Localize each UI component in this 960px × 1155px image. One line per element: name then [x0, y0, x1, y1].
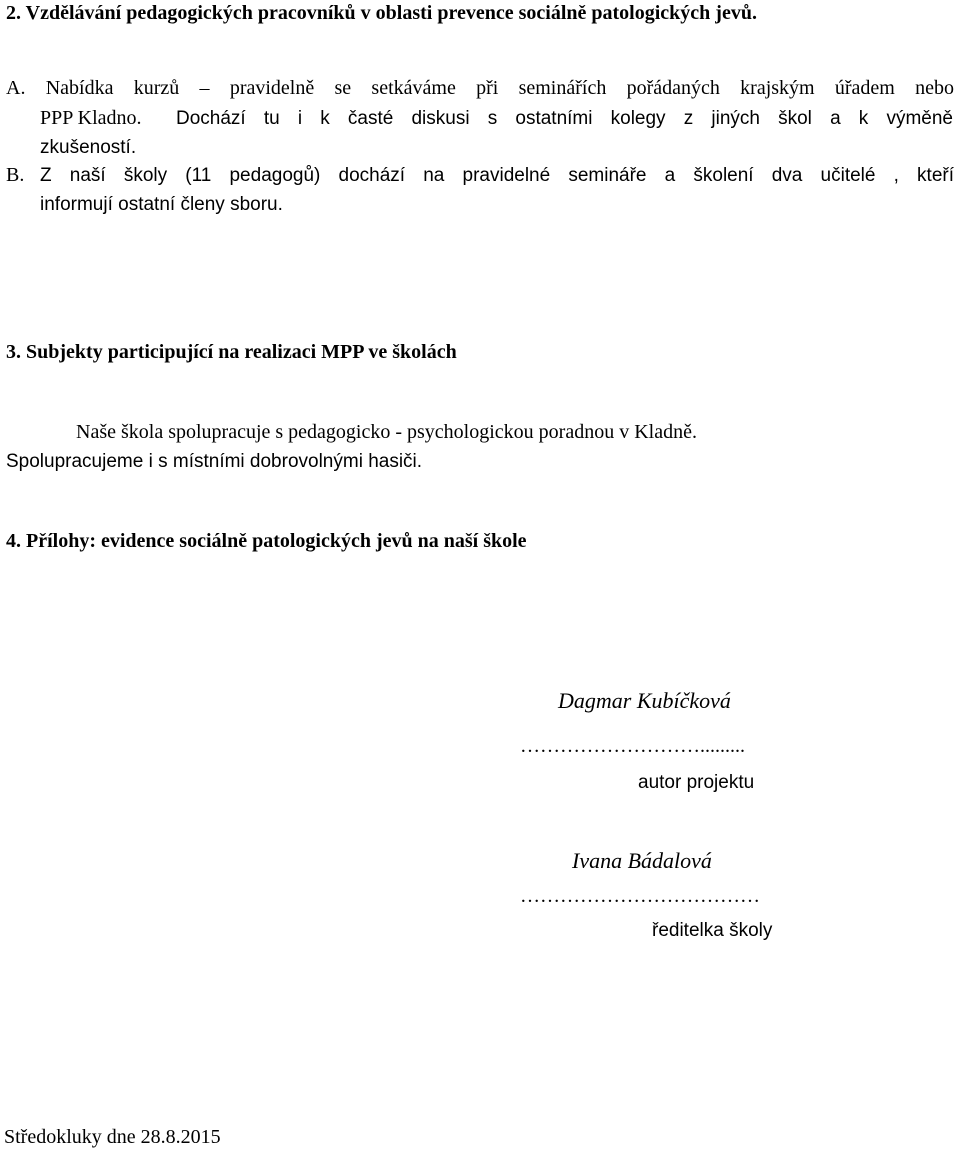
author-signature-line: ……………………….........	[520, 735, 745, 757]
item-a-line-2	[40, 107, 954, 135]
item-b-line-1-sans: Z naší školy (11 pedagogů) dochází na pravidelné semináře a školení dva učitelé , kteří	[40, 165, 954, 186]
section-3-heading: 3. Subjekty participující na realizaci MPP ve školách	[6, 341, 457, 363]
author-role: autor projektu	[638, 772, 755, 793]
item-b-label: B.	[6, 164, 25, 186]
director-signature-line: ………………………………	[520, 885, 760, 907]
item-b-line-2: informují ostatní členy sboru.	[40, 194, 283, 215]
section-3-line-1: Naše škola spolupracuje s pedagogicko - psychologickou poradnou v Kladně.	[76, 421, 697, 443]
place-and-date: Středokluky dne 28.8.2015	[4, 1126, 221, 1148]
section-4-heading: 4. Přílohy: evidence sociálně patologických jevů na naší škole	[6, 530, 527, 552]
director-role: ředitelka školy	[652, 920, 773, 941]
item-a-line-1: A. Nabídka kurzů – pravidelně se setkáváme při seminářích pořádaných krajským úřadem nebo	[6, 77, 954, 99]
section-2-heading: 2. Vzdělávání pedagogických pracovníků v oblasti prevence sociálně patologických jevů.	[6, 2, 757, 24]
author-name: Dagmar Kubíčková	[558, 688, 731, 713]
item-a-line-2-sans: Dochází tu i k časté diskusi s ostatními kolegy z jiných škol a k výměně	[176, 108, 953, 129]
item-b-line-1	[6, 164, 954, 192]
section-3-line-2: Spolupracujeme i s místními dobrovolnými hasiči.	[6, 451, 423, 472]
director-name: Ivana Bádalová	[572, 848, 712, 873]
item-a-line-2-serif: PPP Kladno.	[40, 107, 142, 129]
item-a-line-3: zkušeností.	[40, 137, 137, 158]
